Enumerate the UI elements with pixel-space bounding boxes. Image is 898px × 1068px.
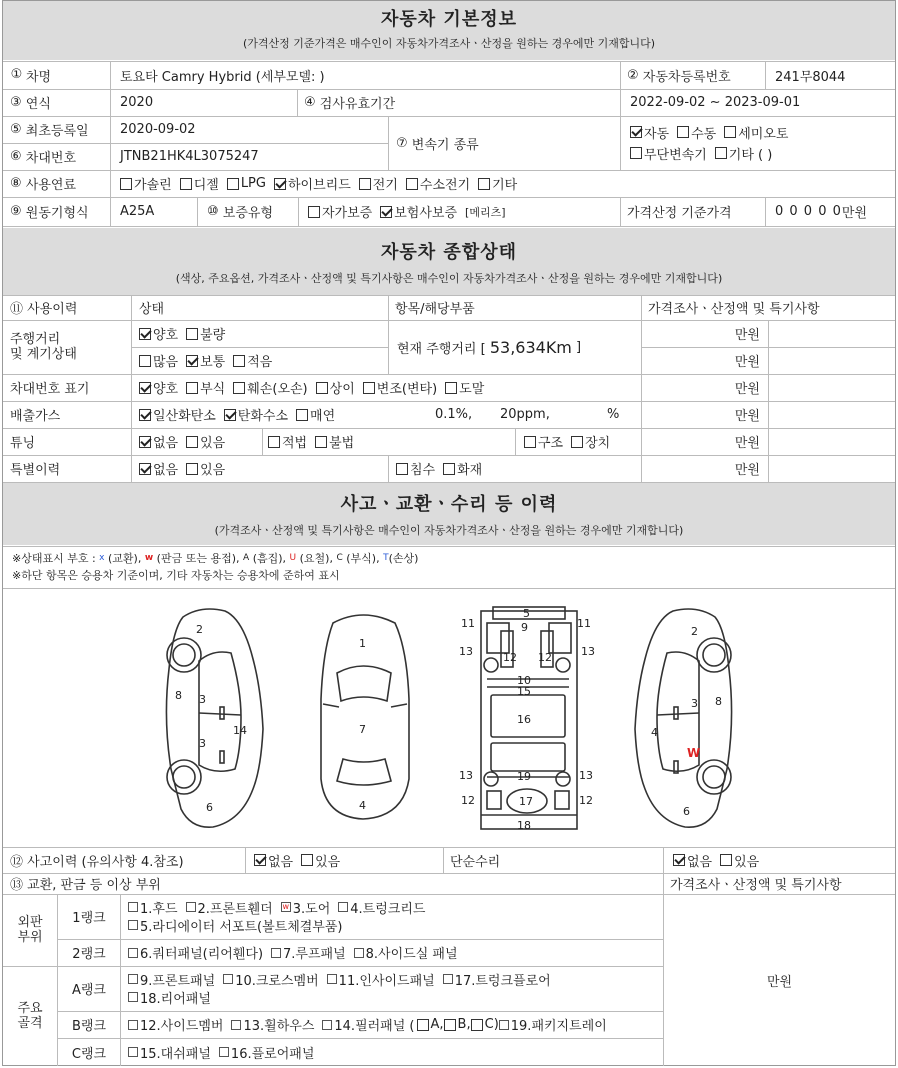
checkbox-icon[interactable] — [630, 147, 642, 159]
mileage-normal-option[interactable]: 보통 — [186, 351, 225, 370]
checkbox-icon[interactable] — [296, 409, 308, 421]
accident-history-options — [254, 847, 439, 873]
checkbox-icon[interactable] — [268, 436, 280, 448]
diag-label-11-right: 11 — [577, 617, 591, 630]
fuel-diesel-option[interactable]: 디젤 — [180, 174, 219, 193]
part-wheel-house[interactable]: 13.휠하우스 — [231, 1015, 314, 1034]
basic-info-subtitle: (가격산정 기준가격은 매수인이 자동차가격조사ㆍ산정을 원하는 경우에만 기재합니다) — [242, 37, 656, 50]
special-type-options — [396, 455, 636, 482]
checkbox-icon[interactable] — [227, 178, 239, 190]
rank-c-label: C랭크 — [71, 1046, 107, 1062]
checkbox-icon[interactable] — [724, 126, 736, 138]
diag-label-13-fr: 13 — [581, 645, 595, 658]
part-trunk-floor[interactable]: 17.트렁크플로어 — [443, 970, 551, 989]
special-history-label: 특별이력 — [10, 463, 61, 478]
diag-label-3-left-a: 3 — [199, 693, 206, 706]
accident-subtitle: (가격조사ㆍ산정액 및 특기사항은 매수인이 자동차가격조사ㆍ산정을 원하는 경우에만 기재합니다) — [214, 524, 684, 537]
inspection-value: 2022-09-02 ~ 2023-09-01 — [630, 95, 801, 110]
tuning-options — [139, 428, 259, 455]
checkbox-icon[interactable] — [128, 974, 138, 984]
accident-history-label: ⑫ 사고이력 (유의사항 4.참조) — [10, 854, 184, 870]
accident-banner — [3, 483, 895, 545]
checkbox-icon[interactable] — [128, 902, 138, 912]
mileage-level-options — [139, 347, 384, 374]
diag-label-8-left: 8 — [175, 689, 182, 702]
special-history-options — [139, 455, 384, 482]
part-rear-panel[interactable]: 18.리어패널 — [128, 988, 211, 1007]
vin-label: ⑥ 차대번호 — [10, 149, 77, 166]
checkbox-checked-icon[interactable] — [224, 409, 236, 421]
mileage-level-unit: 만원 — [734, 355, 760, 370]
outer-panel-label: 외판 부위 — [17, 915, 43, 945]
checkbox-icon[interactable] — [301, 854, 313, 866]
rank1-line1 — [128, 898, 658, 916]
part-quarter-panel[interactable]: 6.쿼터패널(리어휀다) — [128, 943, 263, 962]
damage-mark-w-door: W — [687, 746, 701, 760]
checkbox-icon[interactable] — [316, 382, 328, 394]
checkbox-icon[interactable] — [128, 1047, 138, 1057]
checkbox-icon[interactable] — [186, 902, 196, 912]
rank1-label: 1랭크 — [72, 911, 106, 926]
w-mark-icon[interactable]: w — [282, 902, 289, 911]
part-side-member[interactable]: 12.사이드멤버 — [128, 1015, 223, 1034]
checkbox-checked-icon[interactable] — [186, 355, 198, 367]
price-notes-header: 가격조사ㆍ산정액 및 특기사항 — [648, 302, 820, 317]
tuning-device-option[interactable]: 장치 — [571, 432, 610, 451]
part-cross-member[interactable]: 10.크로스멤버 — [223, 970, 318, 989]
pillar-c-checkbox[interactable] — [471, 1019, 483, 1031]
checkbox-icon[interactable] — [359, 178, 371, 190]
status-banner — [3, 228, 895, 295]
car-damage-diagram — [3, 589, 895, 847]
registration-value: 241무8044 — [775, 69, 846, 85]
year-value: 2020 — [120, 95, 154, 110]
checkbox-icon[interactable] — [445, 382, 457, 394]
fuel-gasoline-option[interactable]: 가솔린 — [120, 174, 172, 193]
fuel-options — [120, 170, 620, 197]
diag-label-11-left: 11 — [461, 617, 475, 630]
checkbox-icon[interactable] — [524, 436, 536, 448]
mileage-condition-options — [139, 320, 384, 347]
trans-cvt-option[interactable]: 무단변속기 — [630, 144, 707, 163]
simple-repair-yes-option[interactable]: 있음 — [720, 851, 759, 870]
parts-price-unit: 만원 — [766, 974, 793, 990]
checkbox-checked-icon[interactable] — [139, 382, 151, 394]
emission-hc-option[interactable]: 탄화수소 — [224, 405, 288, 424]
rank-a-label: A랭크 — [71, 983, 106, 998]
mileage-good-unit: 만원 — [734, 328, 760, 343]
parts-header: ⑬ 교환, 판금 등 이상 부위 — [10, 878, 161, 893]
fuel-label: ⑧ 사용연료 — [10, 176, 77, 193]
checkbox-icon[interactable] — [715, 147, 727, 159]
vin-mark-unit: 만원 — [734, 382, 760, 397]
part-pillar-panel[interactable]: 14.필러패널 ( A, B, C ) — [322, 1015, 498, 1034]
part-front-fender[interactable]: 2.프론트휀더 — [186, 898, 273, 917]
diag-label-1-top: 1 — [359, 637, 366, 650]
tuning-type-options — [524, 428, 640, 455]
mileage-value: 53,634Km — [489, 337, 572, 357]
vin-painted-option[interactable]: 도말 — [445, 378, 484, 397]
checkbox-icon[interactable] — [271, 948, 281, 958]
special-flood-option[interactable]: 침수 — [396, 459, 435, 478]
diag-label-14-left: 14 — [233, 724, 247, 737]
simple-repair-label: 단순수리 — [450, 854, 501, 870]
rank-c-items — [128, 1038, 658, 1066]
vin-mismatch-option[interactable]: 상이 — [316, 378, 355, 397]
transmission-options-row2 — [630, 143, 890, 163]
engine-value: A25A — [120, 204, 155, 219]
checkbox-icon[interactable] — [186, 382, 198, 394]
part-package-tray[interactable]: 19.패키지트레이 — [499, 1015, 607, 1034]
checkbox-icon[interactable] — [139, 355, 151, 367]
accident-yes-option[interactable]: 있음 — [301, 851, 340, 870]
fuel-electric-option[interactable]: 전기 — [359, 174, 398, 193]
tuning-unit: 만원 — [734, 436, 760, 451]
diag-label-3-right: 3 — [691, 697, 698, 710]
diag-label-10: 10 — [517, 674, 531, 687]
pillar-b-checkbox[interactable] — [444, 1019, 456, 1031]
rank-a-line2 — [128, 988, 658, 1006]
tuning-legal-option[interactable]: 적법 — [268, 432, 307, 451]
tuning-label: 튜닝 — [10, 436, 36, 451]
part-floor-panel[interactable]: 16.플로어패널 — [219, 1043, 314, 1062]
checkbox-icon[interactable] — [443, 463, 455, 475]
inspection-label: ④ 검사유효기간 — [304, 95, 396, 112]
part-hood[interactable]: 1.후드 — [128, 898, 178, 917]
checkbox-checked-icon[interactable] — [254, 854, 266, 866]
mileage-label: 주행거리 및 계기상태 — [10, 332, 77, 362]
vin-altered-option[interactable]: 변조(변타) — [363, 378, 437, 397]
diag-label-9: 9 — [521, 621, 528, 634]
checkbox-icon[interactable] — [720, 854, 732, 866]
trans-manual-option[interactable]: 수동 — [677, 123, 716, 142]
trans-semiauto-option[interactable]: 세미오토 — [724, 123, 788, 142]
pillar-a-checkbox[interactable] — [417, 1019, 429, 1031]
rank2-items — [128, 939, 658, 966]
checkbox-icon[interactable] — [571, 436, 583, 448]
part-side-sill[interactable]: 8.사이드실 패널 — [354, 943, 458, 962]
emission-label: 배출가스 — [10, 409, 61, 424]
checkbox-icon[interactable] — [363, 382, 375, 394]
first-reg-label: ⑤ 최초등록일 — [10, 122, 89, 139]
checkbox-icon[interactable] — [231, 1020, 241, 1030]
tuning-legal-options — [268, 428, 508, 455]
status-title: 자동차 종합상태 — [381, 242, 517, 263]
warranty-insurer-option[interactable]: 보험사보증 — [380, 202, 457, 221]
warranty-insurer-name: [메리츠] — [465, 205, 506, 219]
tuning-none-option[interactable]: 없음 — [139, 432, 178, 451]
diag-label-4-right: 4 — [651, 726, 658, 739]
part-front-panel[interactable]: 9.프론트패널 — [128, 970, 215, 989]
part-inside-panel[interactable]: 11.인사이드패널 — [327, 970, 435, 989]
special-fire-option[interactable]: 화재 — [443, 459, 482, 478]
car-right-side-view — [635, 609, 732, 827]
price-value: 0 0 0 0 0 만원 — [775, 204, 868, 221]
vin-corrosion-option[interactable]: 부식 — [186, 378, 225, 397]
checkbox-icon[interactable] — [186, 436, 198, 448]
diag-label-6-left: 6 — [206, 801, 213, 814]
state-header: 상태 — [139, 302, 165, 317]
engine-label: ⑨ 원동기형식 — [10, 204, 89, 221]
basic-info-title: 자동차 기본정보 — [381, 9, 517, 30]
checkbox-icon[interactable] — [233, 355, 245, 367]
rank1-line2 — [128, 916, 658, 934]
checkbox-icon[interactable] — [677, 126, 689, 138]
checkbox-icon[interactable] — [406, 178, 418, 190]
part-trunk-lid[interactable]: 4.트렁크리드 — [338, 898, 425, 917]
checkbox-checked-icon[interactable] — [630, 126, 642, 138]
simple-repair-none-option[interactable]: 없음 — [673, 851, 712, 870]
checkbox-icon[interactable] — [128, 920, 138, 930]
transmission-options-row1 — [630, 122, 890, 142]
special-unit: 만원 — [734, 463, 760, 478]
checkbox-icon[interactable] — [327, 974, 337, 984]
mileage-good-option[interactable]: 양호 — [139, 324, 178, 343]
checkbox-checked-icon[interactable] — [139, 328, 151, 340]
checkbox-icon[interactable] — [219, 1047, 229, 1057]
first-reg-value: 2020-09-02 — [120, 122, 196, 137]
diag-label-16: 16 — [517, 713, 531, 726]
checkbox-icon[interactable] — [478, 178, 490, 190]
checkbox-icon[interactable] — [180, 178, 192, 190]
special-yes-option[interactable]: 있음 — [186, 459, 225, 478]
emission-smoke-option[interactable]: 매연 — [296, 405, 335, 424]
diag-label-15: 15 — [517, 685, 531, 698]
vin-good-option[interactable]: 양호 — [139, 378, 178, 397]
accident-title: 사고ㆍ교환ㆍ수리 등 이력 — [340, 494, 558, 515]
diag-label-2-right: 2 — [691, 625, 698, 638]
trans-other-option[interactable]: 기타 ( ) — [715, 144, 773, 163]
parts-price-header: 가격조사ㆍ산정액 및 특기사항 — [670, 878, 842, 893]
diag-label-13-rl: 13 — [459, 769, 473, 782]
mileage-low-option[interactable]: 적음 — [233, 351, 272, 370]
checkbox-icon[interactable] — [128, 992, 138, 1002]
rank-a-line1 — [128, 970, 658, 988]
item-header: 항목/해당부품 — [395, 302, 475, 317]
warranty-label: ⑩ 보증유형 — [207, 204, 274, 221]
diag-label-12-rl: 12 — [461, 794, 475, 807]
simple-repair-options — [673, 847, 888, 873]
checkbox-checked-icon[interactable] — [139, 463, 151, 475]
checkbox-icon[interactable] — [354, 948, 364, 958]
part-door[interactable]: w 3.도어 — [282, 901, 331, 917]
emission-options — [139, 401, 429, 428]
vin-damage-option[interactable]: 훼손(오손) — [233, 378, 307, 397]
rank2-label: 2랭크 — [72, 947, 106, 962]
diag-label-8-right: 8 — [715, 695, 722, 708]
emission-co-value: 0.1%, — [435, 407, 473, 422]
diag-label-18: 18 — [517, 819, 531, 832]
checkbox-icon[interactable] — [186, 328, 198, 340]
checkbox-checked-icon[interactable] — [274, 178, 286, 190]
mileage-reading: 현재 주행거리 [ 53,634Km ] — [397, 337, 582, 357]
part-radiator-support[interactable]: 5.라디에이터 서포트(볼트체결부품) — [128, 916, 343, 935]
vin-value: JTNB21HK4L3075247 — [120, 149, 259, 164]
rank-b-items — [128, 1011, 662, 1038]
checkbox-icon[interactable] — [443, 974, 453, 984]
fuel-hybrid-option[interactable]: 하이브리드 — [274, 174, 351, 193]
diag-label-13-rr: 13 — [579, 769, 593, 782]
fuel-hydrogen-option[interactable]: 수소전기 — [406, 174, 470, 193]
diag-label-2-left: 2 — [196, 623, 203, 636]
status-subtitle: (색상, 주요옵션, 가격조사ㆍ산정액 및 특기사항은 매수인이 자동차가격조사ㆍ산정을 원하는 경우에만 기재합니다) — [175, 272, 723, 285]
rank-b-label: B랭크 — [71, 1019, 107, 1034]
checkbox-icon[interactable] — [322, 1020, 332, 1030]
accident-none-option[interactable]: 없음 — [254, 851, 293, 870]
diag-label-19: 19 — [517, 770, 531, 783]
diag-label-6-right: 6 — [683, 805, 690, 818]
emission-unit: 만원 — [734, 409, 760, 424]
diag-label-3-left-b: 3 — [199, 737, 206, 750]
fuel-other-option[interactable]: 기타 — [478, 174, 517, 193]
checkbox-icon[interactable] — [128, 948, 138, 958]
special-none-option[interactable]: 없음 — [139, 459, 178, 478]
tuning-structure-option[interactable]: 구조 — [524, 432, 563, 451]
usage-history-header: ⑪ 사용이력 — [10, 302, 78, 317]
tuning-yes-option[interactable]: 있음 — [186, 432, 225, 451]
legend-line-2: ※하단 항목은 승용차 기준이며, 기타 자동차는 승용차에 준하여 표시 — [12, 569, 340, 582]
warranty-options — [308, 197, 618, 226]
mileage-high-option[interactable]: 많음 — [139, 351, 178, 370]
car-name-label: ① 차명 — [10, 66, 52, 85]
diag-label-12-fr: 12 — [538, 651, 552, 664]
part-dash-panel[interactable]: 15.대쉬패널 — [128, 1043, 211, 1062]
checkbox-checked-icon[interactable] — [380, 206, 392, 218]
checkbox-icon[interactable] — [315, 436, 327, 448]
checkbox-checked-icon[interactable] — [673, 854, 685, 866]
diag-label-7-top: 7 — [359, 723, 366, 736]
diag-label-17: 17 — [519, 795, 533, 808]
price-label: 가격산정 기준가격 — [627, 206, 732, 221]
checkbox-icon[interactable] — [186, 463, 198, 475]
vin-mark-options — [139, 374, 639, 401]
basic-info-banner — [3, 1, 895, 60]
transmission-label: ⑦ 변속기 종류 — [396, 135, 479, 153]
diag-label-5: 5 — [523, 607, 530, 620]
checkbox-icon[interactable] — [120, 178, 132, 190]
checkbox-icon[interactable] — [499, 1020, 509, 1030]
legend-line-1: ※상태표시 부호 : x (교환), w (판금 또는 용접), A (흠집), U (요철), C (부식), T (손상) — [12, 552, 419, 565]
diag-label-12-fl: 12 — [503, 651, 517, 664]
checkbox-checked-icon[interactable] — [139, 409, 151, 421]
checkbox-checked-icon[interactable] — [139, 436, 151, 448]
diag-label-12-rr: 12 — [579, 794, 593, 807]
trans-auto-option[interactable]: 자동 — [630, 123, 669, 142]
diag-label-13-fl: 13 — [459, 645, 473, 658]
part-roof-panel[interactable]: 7.루프패널 — [271, 943, 346, 962]
emission-co-option[interactable]: 일산화탄소 — [139, 405, 216, 424]
emission-hc-value: 20ppm, — [500, 407, 550, 422]
registration-label: ② 자동차등록번호 — [627, 67, 731, 85]
checkbox-icon[interactable] — [223, 974, 233, 984]
tuning-illegal-option[interactable]: 불법 — [315, 432, 354, 451]
emission-smoke-value: % — [607, 407, 620, 422]
vin-mark-label: 차대번호 표기 — [10, 382, 90, 397]
frame-label: 주요 골격 — [17, 1001, 43, 1031]
checkbox-icon[interactable] — [396, 463, 408, 475]
checkbox-icon[interactable] — [233, 382, 245, 394]
mileage-bad-option[interactable]: 불량 — [186, 324, 225, 343]
checkbox-icon[interactable] — [308, 206, 320, 218]
warranty-self-option[interactable]: 자가보증 — [308, 202, 372, 221]
car-left-side-view — [166, 609, 263, 827]
car-name-value: 토요타 Camry Hybrid (세부모델: ) — [120, 69, 325, 85]
year-label: ③ 연식 — [10, 95, 51, 112]
diag-label-4-top: 4 — [359, 799, 366, 812]
checkbox-icon[interactable] — [338, 902, 348, 912]
fuel-lpg-option[interactable]: LPG — [227, 176, 266, 191]
checkbox-icon[interactable] — [128, 1020, 138, 1030]
